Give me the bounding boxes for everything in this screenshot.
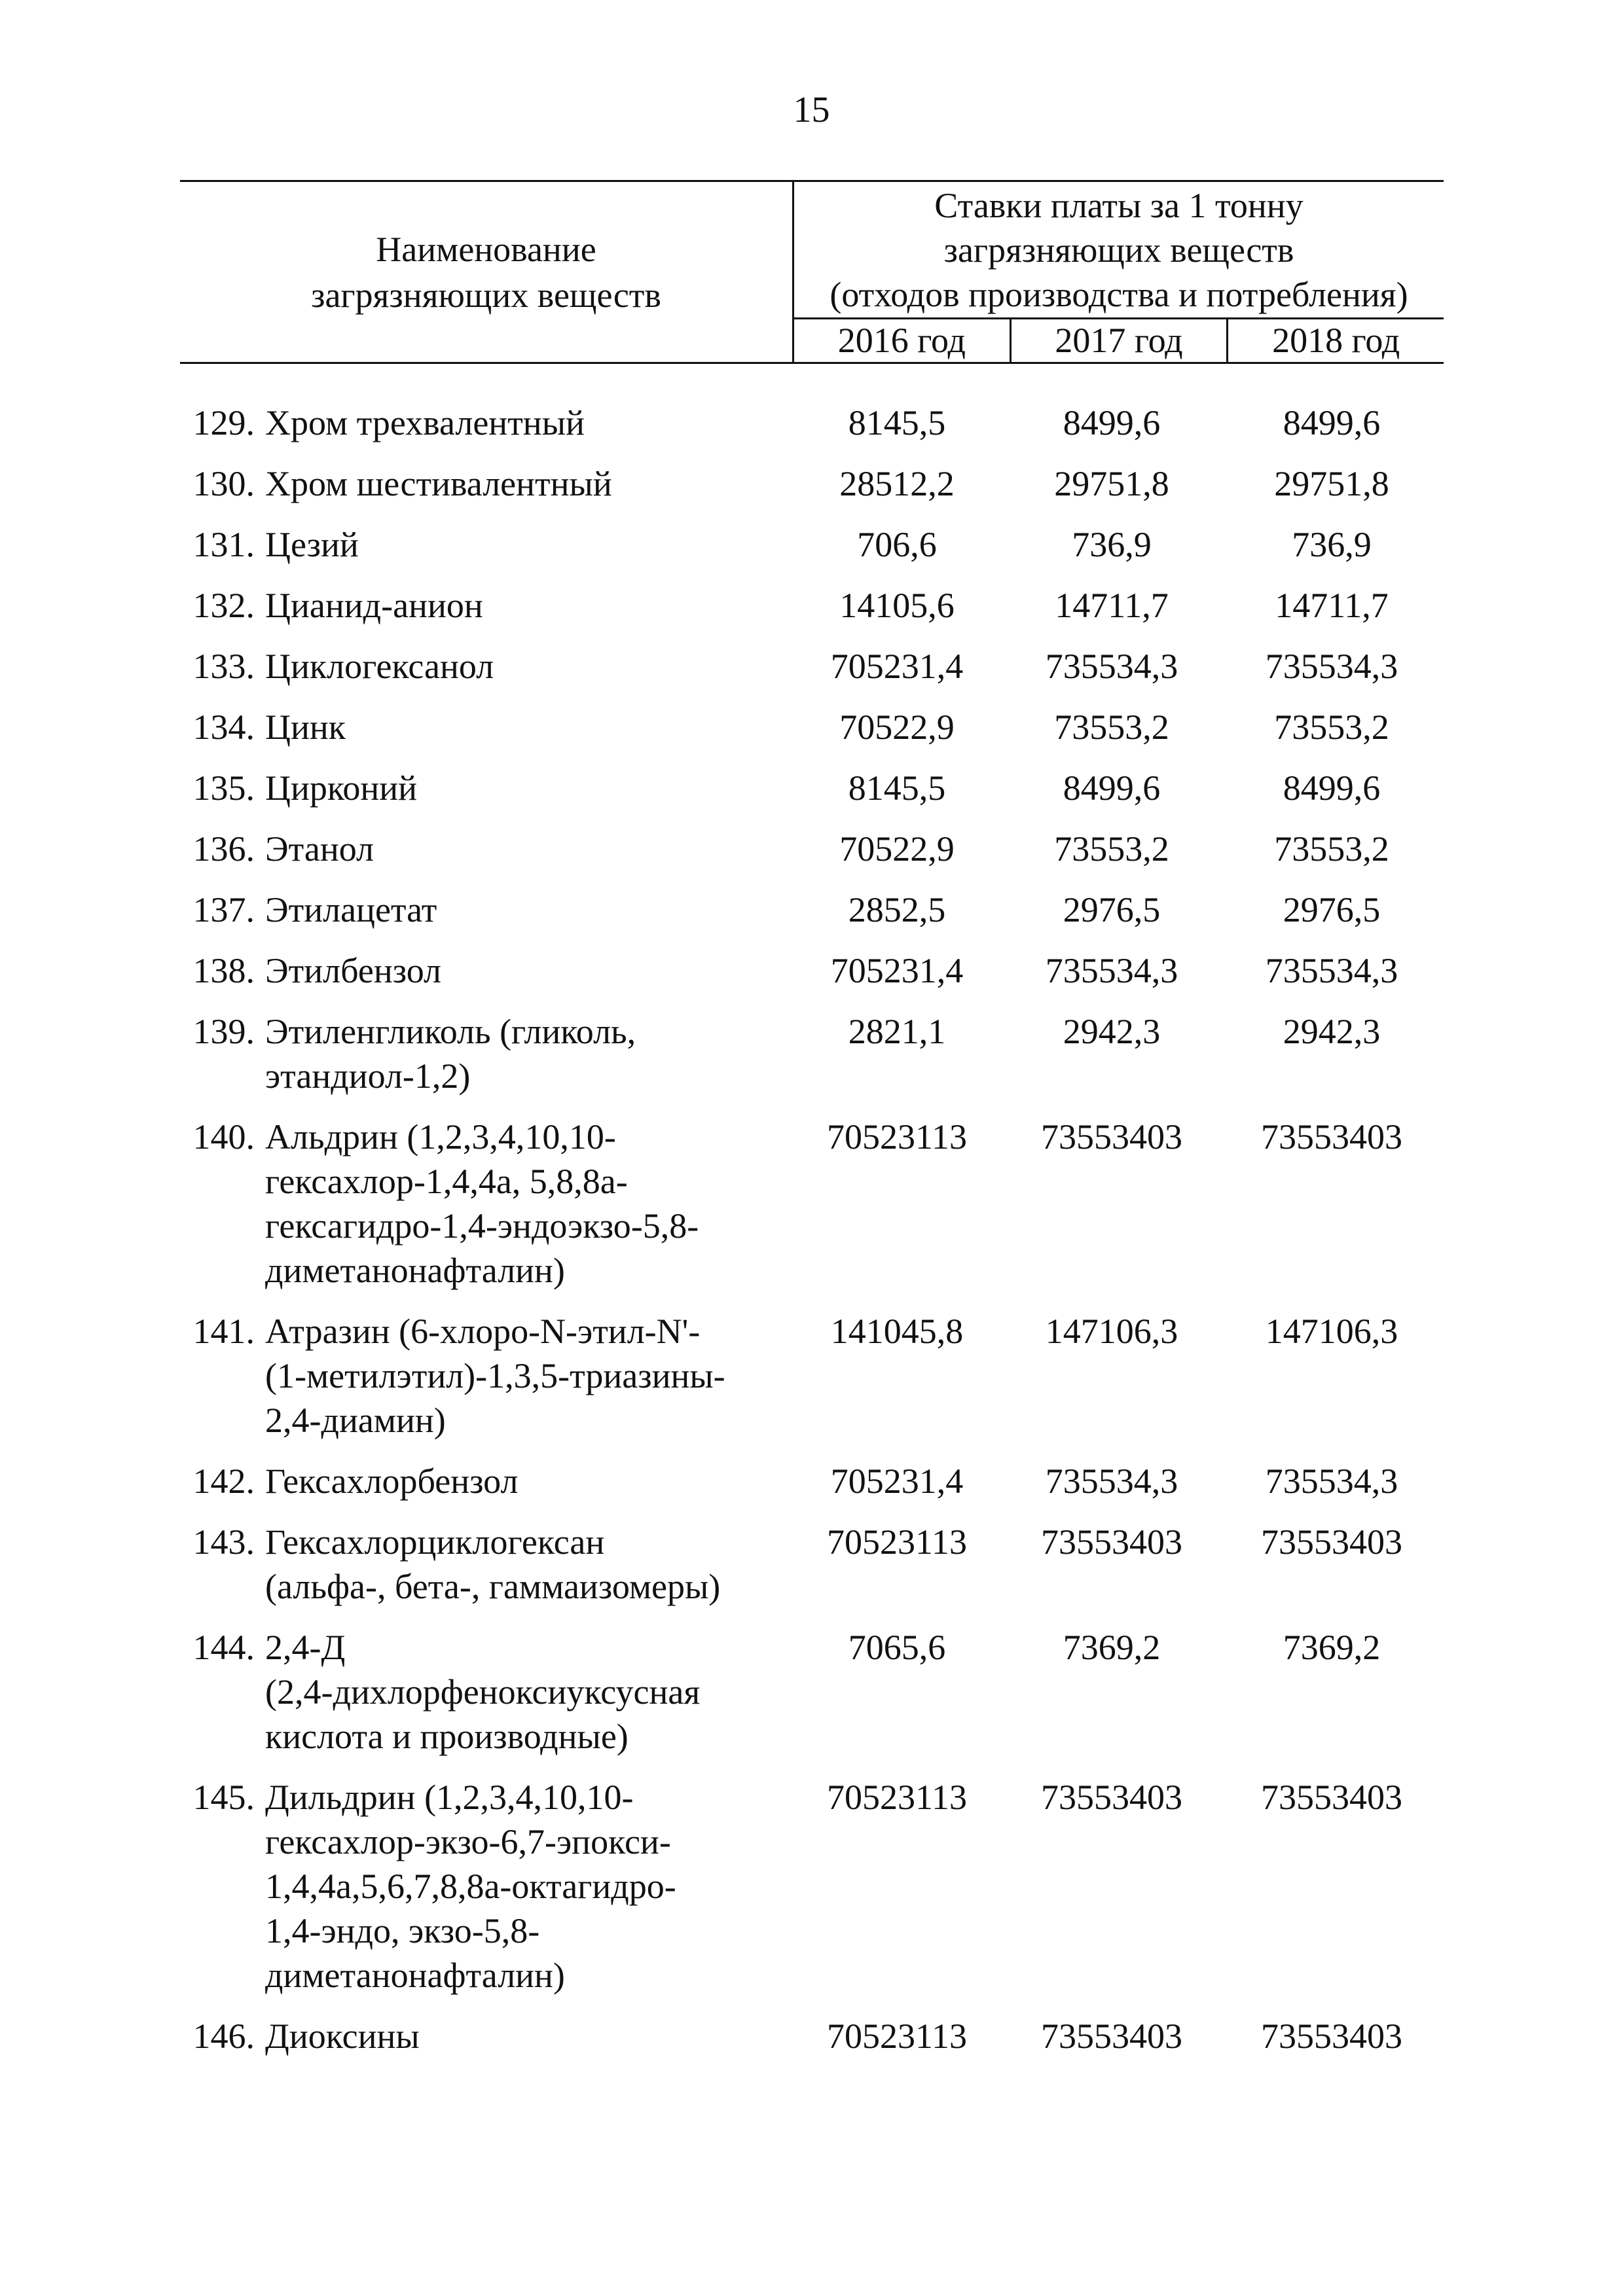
substance-name: Альдрин (1,2,3,4,10,10- гексахлор-1,4,4а, 5,8,8а- гексагидро-1,4-эндоэкзо-5,8- диметанонафталин) (265, 1117, 699, 1290)
substance-name: Диоксины (265, 2017, 420, 2056)
substance-name: Этилацетат (265, 890, 437, 929)
header-rates-line: загрязняющих веществ (943, 230, 1294, 270)
substance-name: Этилбензол (265, 951, 441, 990)
rate-2018: 73553403 (1261, 1778, 1402, 1817)
substance-name: Этанол (265, 829, 374, 869)
rate-2017: 2976,5 (1063, 890, 1161, 929)
rate-2016: 8145,5 (848, 403, 946, 442)
row-number: 138. (192, 951, 255, 990)
rate-2017: 147106,3 (1045, 1312, 1178, 1351)
row-number: 130. (192, 464, 255, 503)
rate-2018: 735534,3 (1265, 951, 1398, 990)
table-row (180, 948, 1444, 993)
header-name-line: Наименование (376, 230, 596, 269)
rate-2018: 735534,3 (1265, 1462, 1398, 1501)
header-name-column (180, 182, 794, 362)
rate-2017: 73553,2 (1054, 708, 1169, 747)
substance-name: Атразин (6-хлоро-N-этил-N'- (1-метилэтил)-1,3,5-триазины- 2,4-диамин) (265, 1312, 725, 1440)
header-rates-title (794, 182, 1444, 319)
row-number: 134. (192, 708, 255, 747)
table-row (180, 1625, 1444, 1759)
table-row (180, 1309, 1444, 1443)
header-year-2016: 2016 год (837, 321, 966, 360)
row-number: 141. (192, 1312, 255, 1351)
rate-2017: 2942,3 (1063, 1012, 1161, 1051)
row-number: 131. (192, 525, 255, 564)
rate-2017: 73553403 (1041, 1522, 1182, 1562)
rate-2018: 147106,3 (1265, 1312, 1398, 1351)
substance-name: Гексахлорциклогексан (альфа-, бета-, гаммаизомеры) (265, 1522, 721, 1606)
header-years (794, 319, 1444, 362)
rate-2018: 7369,2 (1283, 1628, 1381, 1667)
header-year-2017: 2017 год (1010, 319, 1227, 362)
row-number: 140. (192, 1117, 255, 1157)
substance-name: Цезий (265, 525, 359, 564)
rate-2017: 29751,8 (1054, 464, 1169, 503)
rate-2016: 70523113 (827, 2017, 967, 2056)
page-number: 15 (793, 90, 830, 130)
rate-2018: 73553,2 (1274, 708, 1389, 747)
substance-name: Хром шестивалентный (265, 464, 612, 503)
rate-2017: 735534,3 (1045, 1462, 1178, 1501)
table-row (180, 583, 1444, 628)
table-row (180, 705, 1444, 749)
rate-2017: 73553403 (1041, 2017, 1182, 2056)
rate-2018: 2942,3 (1283, 1012, 1381, 1051)
row-number: 143. (192, 1522, 255, 1562)
table-row (180, 401, 1444, 445)
row-number: 144. (192, 1628, 255, 1667)
table-row (180, 1009, 1444, 1098)
row-number: 129. (192, 403, 255, 442)
rate-2018: 14711,7 (1275, 586, 1389, 625)
rate-2018: 8499,6 (1283, 768, 1381, 808)
substance-name: Цинк (265, 708, 346, 747)
header-name-text (180, 226, 792, 318)
row-number: 146. (192, 2017, 255, 2056)
rate-2017: 735534,3 (1045, 951, 1178, 990)
table-row (180, 2014, 1444, 2058)
table-row (180, 1775, 1444, 1998)
rate-2017: 736,9 (1072, 525, 1152, 564)
header-rates-line: (отходов производства и потребления) (830, 275, 1408, 314)
rate-2016: 7065,6 (848, 1628, 946, 1667)
header-name-line: загрязняющих веществ (311, 276, 661, 315)
rate-2017: 73553403 (1041, 1117, 1182, 1157)
table-row (180, 1115, 1444, 1293)
rate-2016: 2821,1 (848, 1012, 946, 1051)
rate-2016: 14105,6 (839, 586, 955, 625)
substance-name: Гексахлорбензол (265, 1462, 519, 1501)
rate-2018: 73553403 (1261, 1117, 1402, 1157)
row-number: 135. (192, 768, 255, 808)
substance-name: Цианид-анион (265, 586, 483, 625)
rate-2017: 73553403 (1041, 1778, 1182, 1817)
substance-name: Этиленгликоль (гликоль, этандиол-1,2) (265, 1012, 636, 1096)
rate-2016: 706,6 (857, 525, 937, 564)
rate-2016: 705231,4 (830, 647, 964, 686)
rate-2016: 70522,9 (839, 829, 955, 869)
table-row (180, 644, 1444, 689)
header-rates-line: Ставки платы за 1 тонну (934, 186, 1304, 225)
header-year-2018: 2018 год (1226, 319, 1444, 362)
row-number: 139. (192, 1012, 255, 1051)
rate-2016: 705231,4 (830, 1462, 964, 1501)
row-number: 142. (192, 1462, 255, 1501)
rate-2017: 8499,6 (1063, 768, 1161, 808)
rate-2017: 7369,2 (1063, 1628, 1161, 1667)
rate-2017: 8499,6 (1063, 403, 1161, 442)
rate-2016: 70523113 (827, 1117, 967, 1157)
substance-name: Хром трехвалентный (265, 403, 585, 442)
table-header (180, 180, 1444, 364)
table-row (180, 1459, 1444, 1503)
rate-2018: 8499,6 (1283, 403, 1381, 442)
rate-2016: 28512,2 (839, 464, 955, 503)
rate-2018: 735534,3 (1265, 647, 1398, 686)
table-row (180, 461, 1444, 506)
substance-name: Цирконий (265, 768, 418, 808)
rate-2018: 73553403 (1261, 1522, 1402, 1562)
row-number: 133. (192, 647, 255, 686)
table-row (180, 888, 1444, 932)
rate-2016: 70523113 (827, 1778, 967, 1817)
table-body (180, 401, 1444, 2075)
table-row (180, 1520, 1444, 1609)
substance-name: 2,4-Д (2,4-дихлорфеноксиуксусная кислота и производные) (265, 1628, 701, 1756)
rate-2017: 73553,2 (1054, 829, 1169, 869)
rate-2017: 735534,3 (1045, 647, 1178, 686)
header-rates-column (794, 182, 1444, 362)
table-row (180, 766, 1444, 810)
rate-2018: 736,9 (1292, 525, 1372, 564)
row-number: 137. (192, 890, 255, 929)
rate-2016: 8145,5 (848, 768, 946, 808)
rate-2016: 2852,5 (848, 890, 946, 929)
rate-2018: 2976,5 (1283, 890, 1381, 929)
rate-2017: 14711,7 (1055, 586, 1169, 625)
row-number: 145. (192, 1778, 255, 1817)
rate-2016: 705231,4 (830, 951, 964, 990)
rate-2016: 70523113 (827, 1522, 967, 1562)
table-row (180, 827, 1444, 871)
rate-2016: 141045,8 (830, 1312, 964, 1351)
rate-2016: 70522,9 (839, 708, 955, 747)
table-row (180, 522, 1444, 567)
row-number: 132. (192, 586, 255, 625)
rate-2018: 73553403 (1261, 2017, 1402, 2056)
substance-name: Дильдрин (1,2,3,4,10,10- гексахлор-экзо-6,7-эпокси- 1,4,4а,5,6,7,8,8а-октагидро- 1,4-эндо, экзо-5,8- диметанонафталин) (265, 1778, 676, 1995)
rate-2018: 73553,2 (1274, 829, 1389, 869)
rate-2018: 29751,8 (1274, 464, 1389, 503)
substance-name: Циклогексанол (265, 647, 494, 686)
row-number: 136. (192, 829, 255, 869)
